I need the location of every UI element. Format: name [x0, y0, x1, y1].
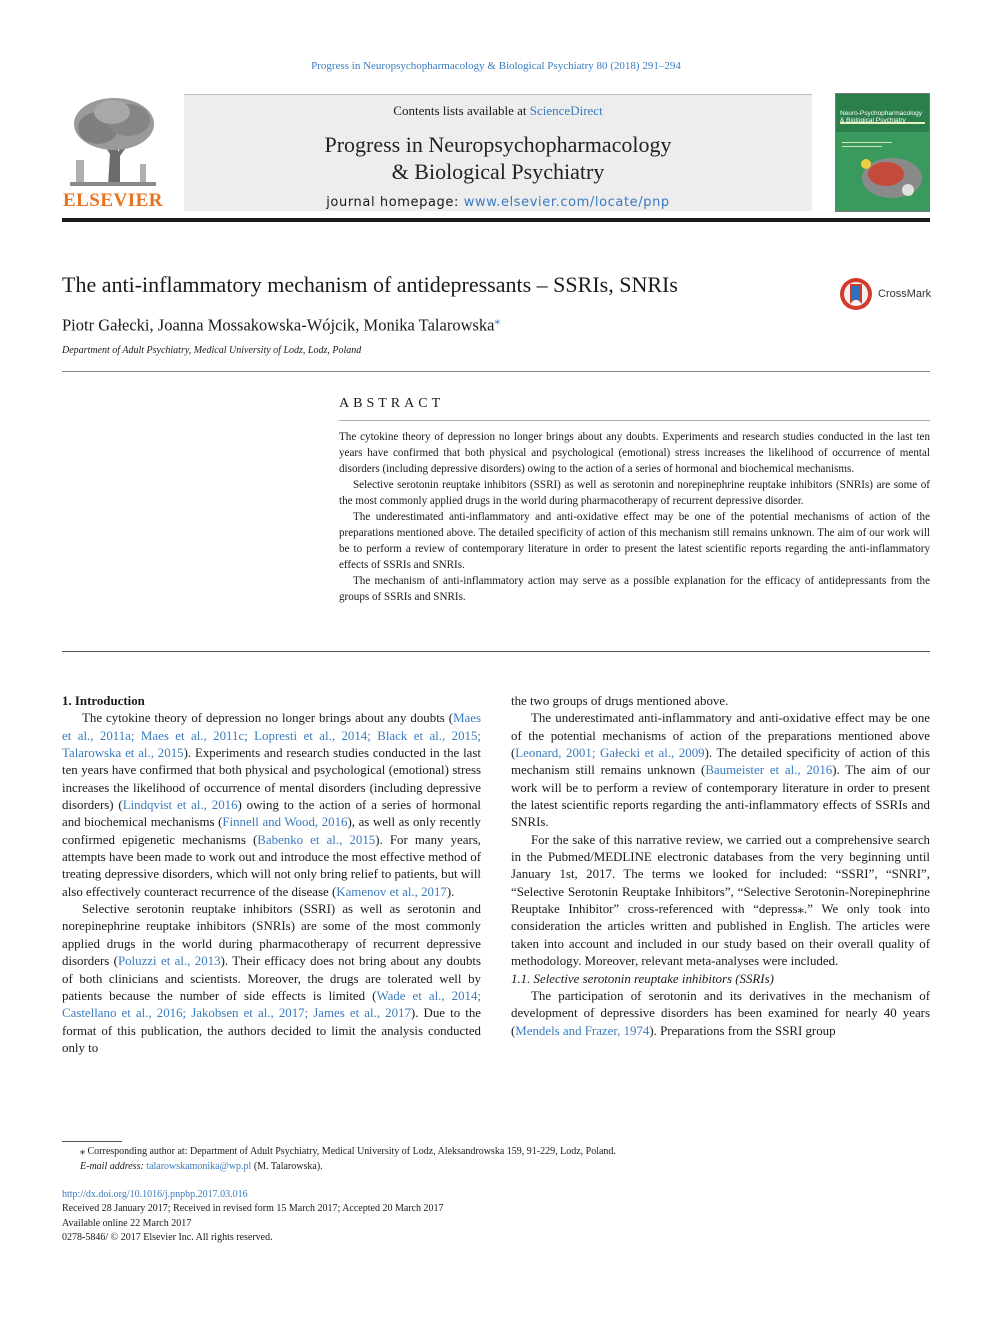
body-column-right	[511, 693, 930, 1040]
publication-info	[62, 1188, 930, 1246]
available-online: Available online 22 March 2017	[62, 1217, 192, 1229]
authors-text: Piotr Gałecki, Joanna Mossakowska-Wójcik, Monika Talarowska	[62, 315, 495, 335]
crossmark-badge[interactable]	[838, 276, 934, 312]
body-column-left	[62, 693, 481, 1057]
footnote-rule	[62, 1141, 122, 1142]
footnote-mark: ⁎	[80, 1146, 85, 1157]
affiliation: Department of Adult Psychiatry, Medical University of Lodz, Lodz, Poland	[62, 345, 362, 356]
journal-name-line1: Progress in Neuropsychopharmacology	[324, 132, 672, 157]
doi-link[interactable]: http://dx.doi.org/10.1016/j.pnpbp.2017.03.016	[62, 1189, 248, 1200]
text-run: ). The detailed specificity of action of this mechanism still remains unknown (	[511, 746, 930, 778]
corresponding-author-mark[interactable]: ⁎	[494, 315, 500, 327]
text-run: ) owing to the action of a series of hormonal and biochemical mechanisms (	[62, 798, 481, 830]
email-note	[62, 1160, 930, 1175]
text-run: ). Due to the format of this publication, the authors decided to limit the analysis conducted only to	[62, 1006, 481, 1055]
journal-cover-image[interactable]	[835, 93, 930, 212]
journal-name	[184, 131, 812, 185]
text-run: ). Experiments and research studies conducted in the last ten years have confirmed that both physical and psychological (emotional) stress increases the likelihood of occurrence of mental disorders (including depressive disorders) (	[62, 746, 481, 813]
divider	[62, 651, 930, 652]
journal-masthead	[184, 94, 812, 211]
reference-link[interactable]: Baumeister et al., 2016	[705, 763, 833, 778]
subsection-heading-ssri: 1.1. Selective serotonin reuptake inhibitors (SSRIs)	[511, 971, 774, 986]
abstract-paragraph: The cytokine theory of depression no longer brings about any doubts. Experiments and research studies conducted in the last ten years have confirmed that both physical and psychological (emotional) stress increases the likelihood of occurrence of mental disorders (including depressive disorders) owing to the action of a series of hormonal and biochemical mechanisms.	[339, 431, 930, 475]
body-paragraph	[62, 901, 481, 1057]
divider	[339, 420, 930, 421]
text-run: ). The aim of our work will be to perform a review of contemporary literature in order to present the latest scientific reports regarding the anti-inflammatory effects of SSRIs and SNRIs.	[511, 763, 930, 830]
journal-citation[interactable]: Progress in Neuropsychopharmacology & Biological Psychiatry 80 (2018) 291–294	[311, 60, 681, 72]
article-title: The anti-inflammatory mechanism of antidepressants – SSRIs, SNRIs	[62, 272, 678, 297]
text-run: The underestimated anti-inflammatory and anti-oxidative effect may be one of the potential mechanisms of action of the preparations mentioned above (	[511, 711, 930, 761]
sciencedirect-link[interactable]: ScienceDirect	[529, 103, 603, 118]
text-run: ). For many years, attempts have been made to work out and introduce the most effective method of treating depressive disorders, which will not only bring relief to patients, but will also effectively counteract recurrence of the disease (	[62, 832, 481, 899]
abstract-paragraph: Selective serotonin reuptake inhibitors (SSRI) as well as serotonin and norepinephrine reuptake inhibitors (SNRIs) are some of the most commonly applied drugs in the world during pharmacotherapy of recurrent depressive disorder.	[339, 478, 930, 507]
cover-title-line1: Neuro-Psychopharmacology	[840, 110, 923, 117]
elsevier-tree-icon	[62, 94, 164, 190]
received-dates: Received 28 January 2017; Received in revised form 15 March 2017; Accepted 20 March 2017	[62, 1203, 444, 1215]
reference-link[interactable]: Finnell and Wood, 2016	[222, 815, 348, 830]
reference-link[interactable]: Wade et al., 2014; Castellano et al., 2016; Jakobsen et al., 2017; James et al., 2017	[62, 988, 482, 1021]
body-paragraph	[511, 710, 930, 831]
reference-link[interactable]: Kamenov et al., 2017	[336, 884, 447, 899]
text-run: Selective serotonin reuptake inhibitors (SSRI) as well as serotonin and norepinephrine reuptake inhibitors (SNRIs) are some of the most commonly applied drugs in the world during pharmacotherapy of recurrent depressive disorders (	[62, 902, 481, 969]
body-paragraph	[62, 710, 481, 901]
footnote-text: Corresponding author at: Department of Adult Psychiatry, Medical University of Lodz, Aleksandrowska 159, 91-229, Lodz, Poland.	[85, 1146, 616, 1157]
homepage-prefix: journal homepage:	[326, 195, 464, 210]
crossmark-icon	[838, 276, 874, 312]
cover-title-line2: & Biological Psychiatry	[840, 117, 906, 124]
homepage-line	[184, 195, 812, 210]
reference-link[interactable]: Mendels and Frazer, 1974	[515, 1023, 650, 1038]
abstract-body	[339, 430, 930, 605]
homepage-link[interactable]: www.elsevier.com/locate/pnp	[463, 195, 670, 210]
section-heading-introduction: 1. Introduction	[62, 694, 145, 708]
text-run: ). Their efficacy does not bring about any doubts of both clinicians and scientists. Moreover, the drugs are tolerated well by patients because the number of side effects is limited (	[62, 954, 482, 1003]
text-run: ), as well as only recently confirmed epigenetic mechanisms (	[62, 815, 481, 847]
journal-name-line2: & Biological Psychiatry	[391, 159, 605, 184]
text-run: ). Preparations from the SSRI group	[649, 1023, 836, 1038]
contents-line	[184, 103, 812, 119]
email-link[interactable]: talarowskamonika@wp.pl	[146, 1160, 252, 1172]
crossmark-label: CrossMark	[878, 288, 932, 300]
elsevier-logo	[62, 94, 164, 212]
masthead-rule	[62, 218, 930, 222]
footnotes	[62, 1145, 930, 1174]
reference-link[interactable]: Poluzzi et al., 2013	[117, 954, 221, 969]
reference-link[interactable]: Maes et al., 2011a; Maes et al., 2011c; Lopresti et al., 2014; Black et al., 2015; Talarowska et al., 2015	[62, 711, 481, 761]
body-paragraph-continued: the two groups of drugs mentioned above.	[511, 694, 729, 708]
copyright: 0278-5846/ © 2017 Elsevier Inc. All rights reserved.	[62, 1232, 273, 1244]
body-paragraph	[511, 988, 930, 1040]
reference-link[interactable]: Babenko et al., 2015	[257, 832, 376, 847]
email-label: E-mail address:	[80, 1160, 144, 1172]
abstract-heading: ABSTRACT	[339, 396, 445, 411]
author-list	[62, 314, 822, 336]
text-run: ).	[446, 884, 455, 899]
abstract-paragraph: The mechanism of anti-inflammatory action may serve as a possible explanation for the efficacy of antidepressants from the groups of SSRIs and SNRIs.	[339, 574, 930, 603]
contents-prefix: Contents lists available at	[393, 103, 530, 118]
reference-link[interactable]: Leonard, 2001; Gałecki et al., 2009	[515, 746, 705, 761]
text-run: The cytokine theory of depression no longer brings about any doubts (	[82, 711, 454, 726]
email-suffix: (M. Talarowska).	[251, 1160, 323, 1172]
body-paragraph: For the sake of this narrative review, we carried out a comprehensive search in the Pubmed/MEDLINE electronic databases from the very beginning until January 1st, 2017. The terms we looked for included: “SSRI”, “SNRI”, “Selective Serotonin Reuptake Inhibitors”, “Selective Serotonin-Norepinephrine Reuptake Inhibitor” cross-referenced with “depress⁎.” We only took into consideration the articles written and published in English. The articles were taken into account and included in our study based on their overall quality of methodology. Moreover, relevant meta-analyses were included.	[511, 832, 930, 969]
divider	[62, 371, 930, 372]
publisher-name: ELSEVIER	[62, 190, 164, 211]
abstract-paragraph: The underestimated anti-inflammatory and anti-oxidative effect may be one of the potential mechanisms of action of the preparations mentioned above. The detailed specificity of action of this mechanism still remains unknown. The aim of our work will be to perform a review of contemporary literature in order to present the latest scientific reports regarding the anti-inflammatory effects of SSRIs and SNRIs.	[339, 510, 930, 571]
corresponding-author-note	[62, 1145, 930, 1160]
text-run: The participation of serotonin and its derivatives in the mechanism of development of depressive disorders has been examined for nearly 40 years (	[511, 988, 930, 1038]
reference-link[interactable]: Lindqvist et al., 2016	[122, 798, 238, 813]
